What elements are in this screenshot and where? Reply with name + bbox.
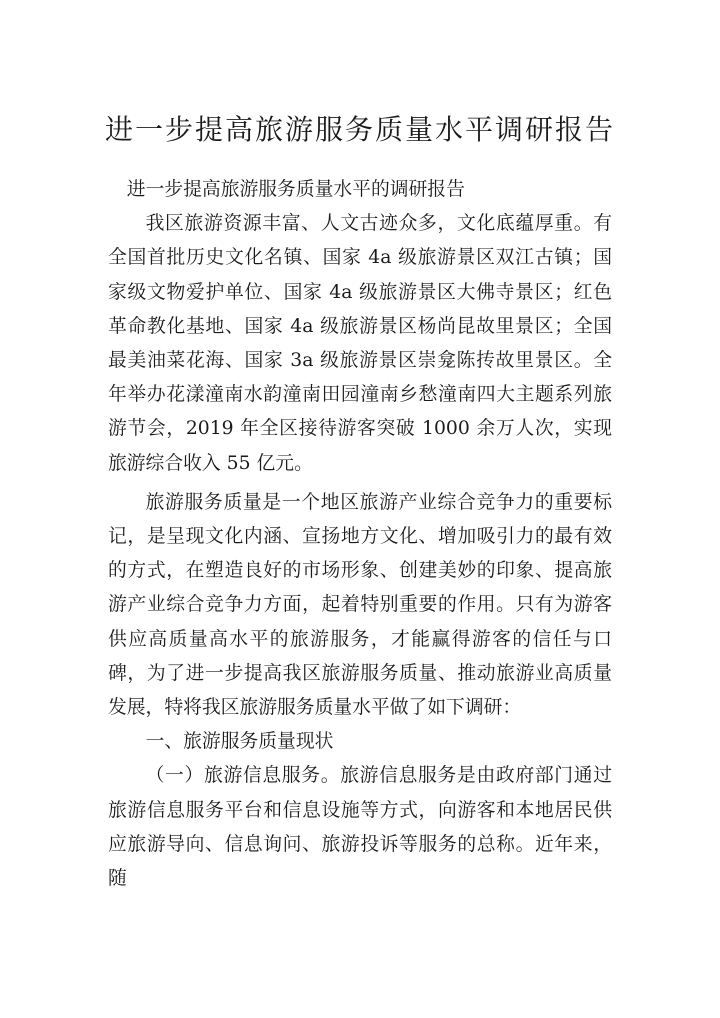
- document-subtitle: 进一步提高旅游服务质量水平的调研报告: [126, 179, 465, 200]
- document-body: [108, 173, 612, 896]
- paragraph-info-service: （一）旅游信息服务。旅游信息服务是由政府部门通过旅游信息服务平台和信息设施等方式，向游客和本地居民供应旅游导向、信息询问、旅游投诉等服务的总称。近年来，随: [108, 765, 612, 890]
- paragraph-service-quality: 旅游服务质量是一个地区旅游产业综合竞争力的重要标记，是呈现文化内涵、宣扬地方文化、增加吸引力的最有效的方式，在塑造良好的市场形象、创建美妙的印象、提高旅游产业综合竞争力方面，起着特别重要的作用。只有为游客供应高质量高水平的旅游服务，才能赢得游客的信任与口碑，为了进一步提高我区旅游服务质量、推动旅游业高质量发展，特将我区旅游服务质量水平做了如下调研：: [108, 491, 612, 719]
- paragraph-intro: 我区旅游资源丰富、人文古迹众多，文化底蕴厚重。有全国首批历史文化名镇、国家 4a 级旅游景区双江古镇；国家级文物爱护单位、国家 4a 级旅游景区大佛寺景区；红色革命教化基地、国家 4a 级旅游景区杨尚昆故里景区；全国最美油菜花海、国家 3a 级旅游景区崇龛陈抟故里景区。全年举办花漾潼南水韵潼南田园潼南乡愁潼南四大主题系列旅游节会，2019 年全区接待游客突破 1000 余万人次，实现旅游综合收入 55 亿元。: [108, 213, 612, 474]
- section-heading: 一、旅游服务质量现状: [145, 731, 334, 753]
- document-title: 进一步提高旅游服务质量水平调研报告: [104, 113, 615, 146]
